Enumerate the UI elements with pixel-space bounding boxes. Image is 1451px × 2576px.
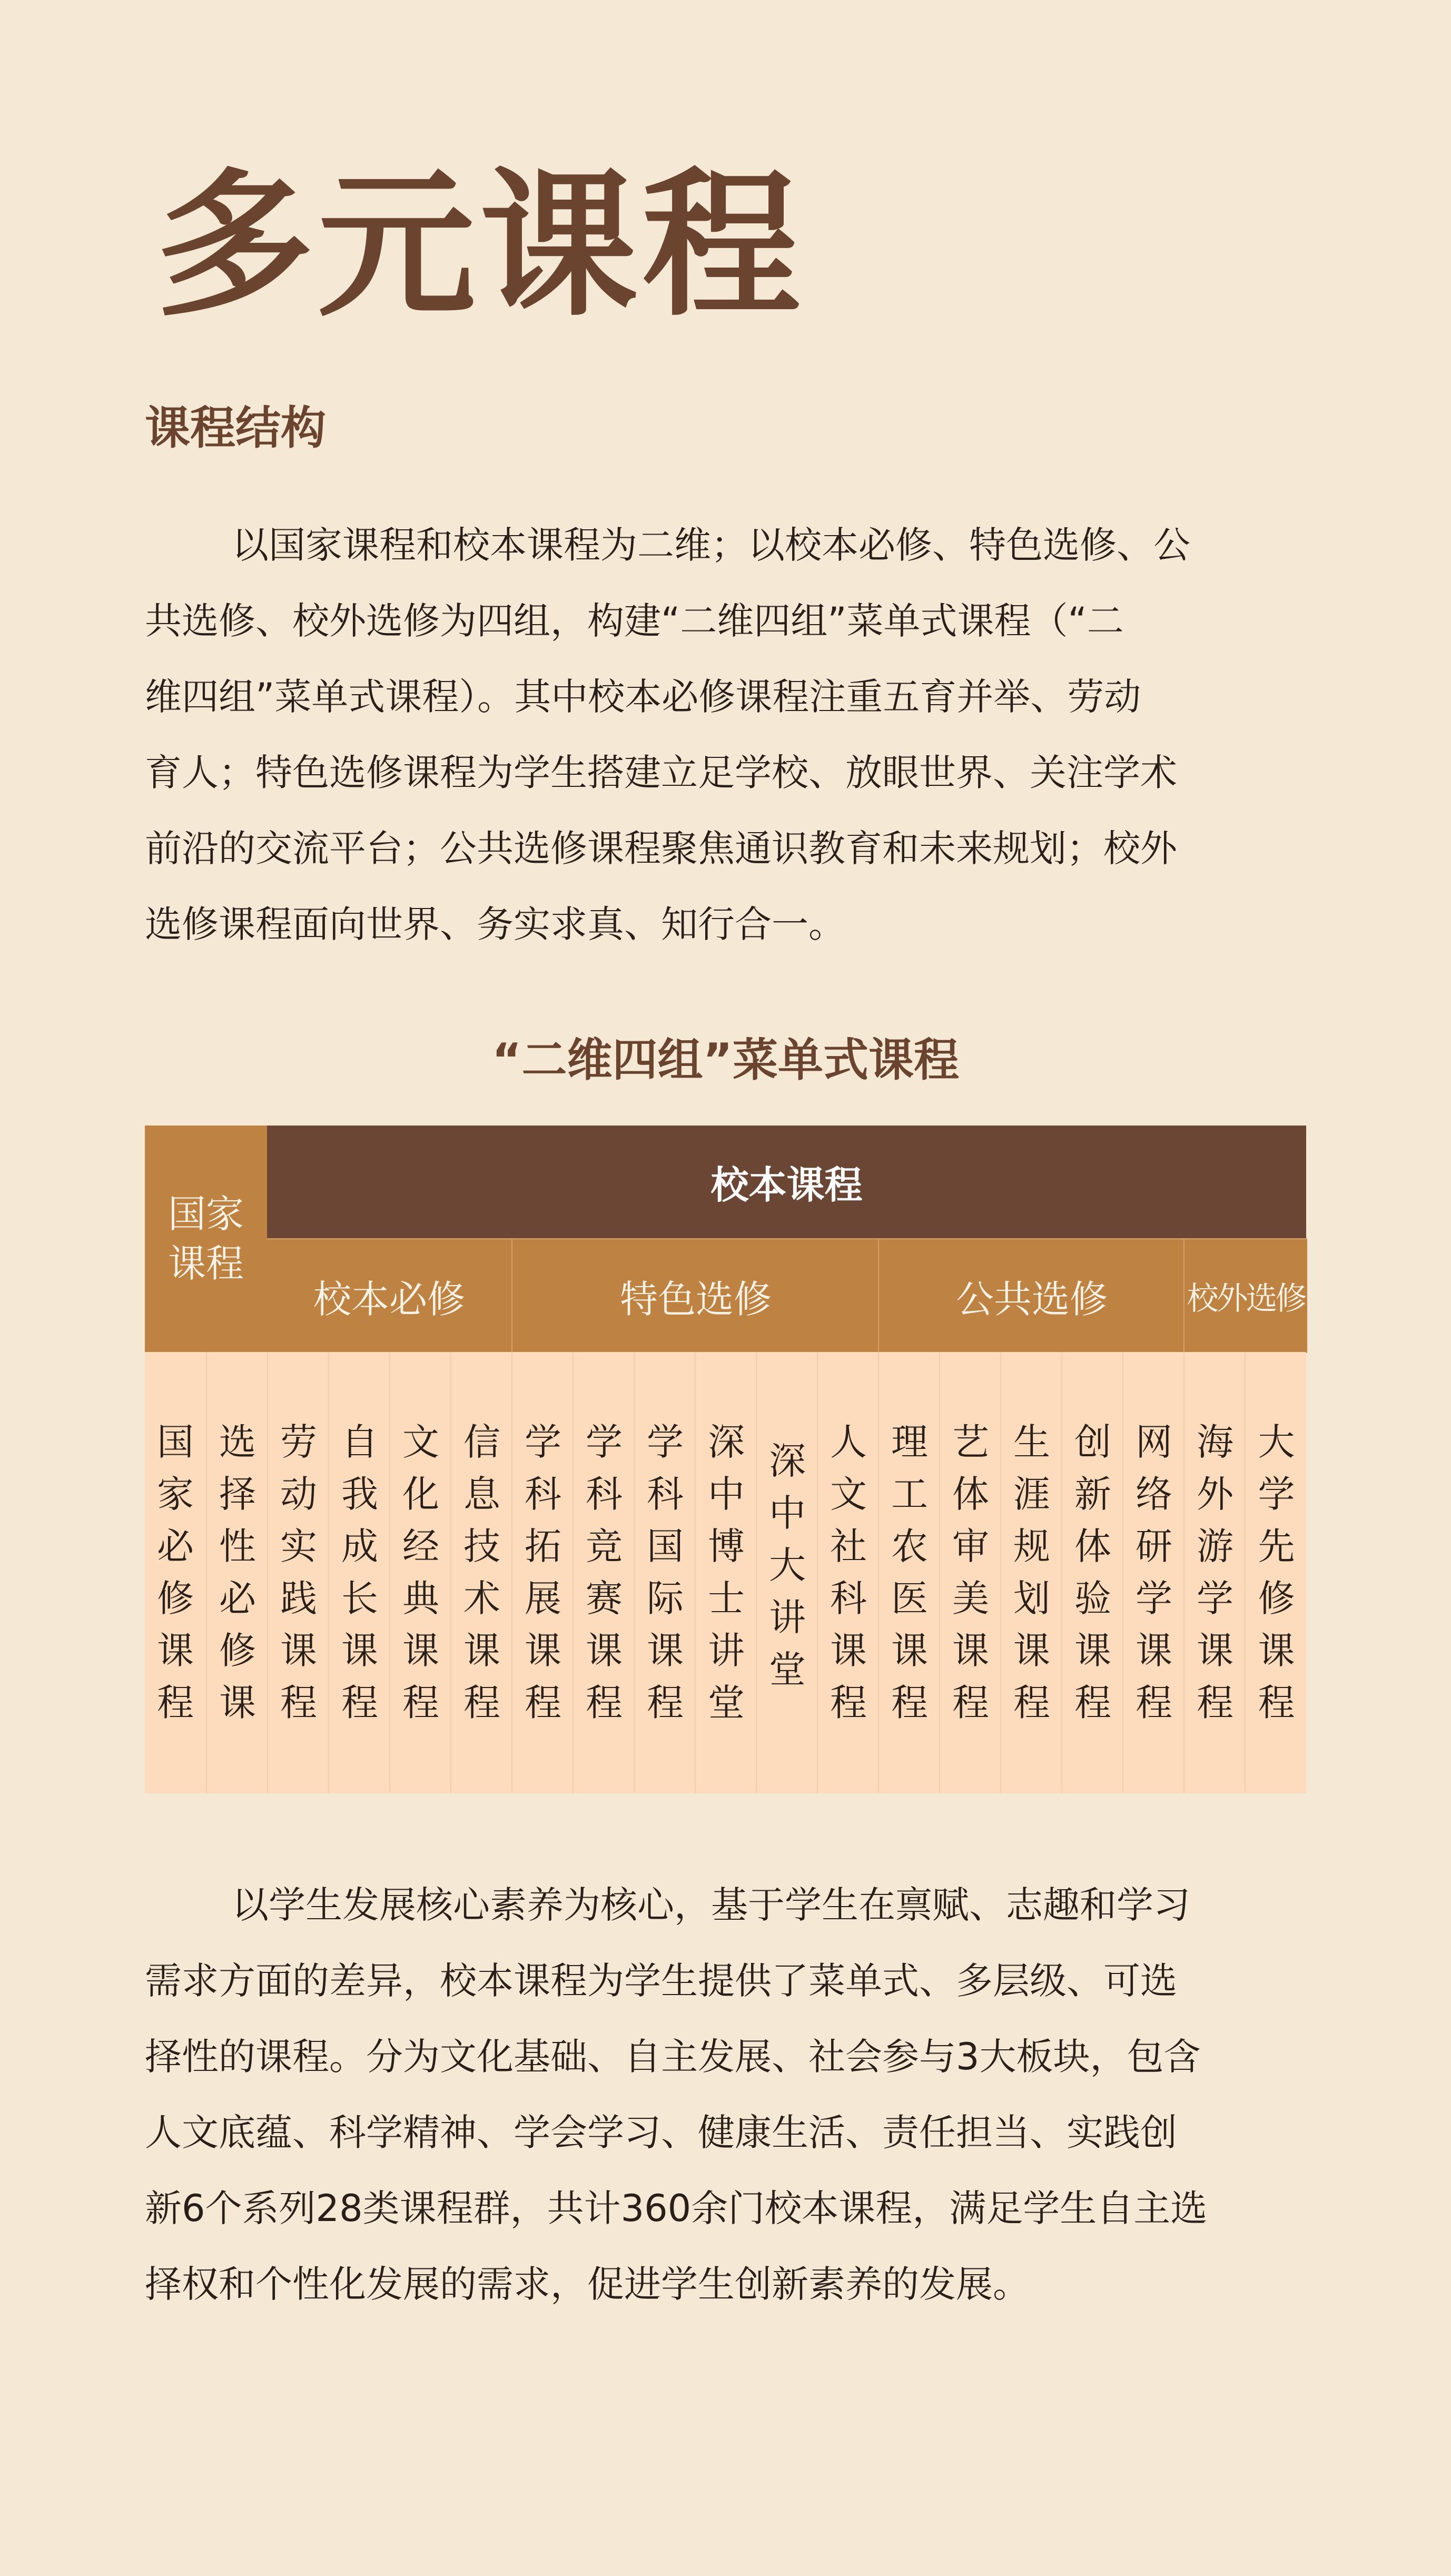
paragraph-line: 前沿的交流平台；公共选修课程聚焦通识教育和未来规划；校外: [145, 827, 1177, 870]
paragraph-line: 选修课程面向世界、务实求真、知行合一。: [145, 903, 845, 946]
paragraph-line: 新6个系列28类课程群，共计360余门校本课程，满足学生自主选: [145, 2187, 1208, 2230]
course-column: [145, 1352, 206, 1793]
detail-paragraph: [145, 1867, 1306, 2322]
course-name: 学科拓展课程: [525, 1420, 561, 1724]
table-caption: “二维四组”菜单式课程: [491, 1034, 960, 1087]
group-header-public: 公共选修: [878, 1238, 1185, 1353]
course-name: 人文社科课程: [830, 1420, 867, 1724]
school-curriculum-header: 校本课程: [267, 1126, 1306, 1238]
course-column: [1183, 1352, 1246, 1793]
course-column: [878, 1352, 940, 1793]
paragraph-line: 育人；特色选修课程为学生搭建立足学校、放眼世界、关注学术: [145, 751, 1177, 794]
course-name: 选择性必修课: [219, 1420, 256, 1724]
course-name: 劳动实践课程: [280, 1420, 317, 1724]
course-column: [511, 1352, 574, 1793]
paragraph-line: 以学生发展核心素养为核心，基于学生在禀赋、志趣和学习: [232, 1883, 1190, 1927]
course-name: 艺体审美课程: [952, 1420, 989, 1724]
course-name: 深中博士讲堂: [708, 1420, 745, 1724]
course-column: [328, 1352, 390, 1793]
course-column: [817, 1352, 879, 1793]
course-list: [145, 1352, 1306, 1793]
course-name: 文化经典课程: [402, 1420, 439, 1724]
course-name: 理工农医课程: [891, 1420, 928, 1724]
course-name: 创新体验课程: [1074, 1420, 1111, 1724]
course-name: 学科竞赛课程: [586, 1420, 623, 1724]
paragraph-line: 共选修、校外选修为四组，构建“二维四组”菜单式课程（“二: [145, 599, 1124, 643]
paragraph-line: 需求方面的差异，校本课程为学生提供了菜单式、多层级、可选: [145, 1959, 1177, 2002]
paragraph-line: 择性的课程。分为文化基础、自主发展、社会参与3大板块，包含: [145, 2035, 1201, 2078]
page-title: 多元课程: [155, 152, 804, 338]
course-name: 大学先修课程: [1258, 1420, 1295, 1724]
course-name: 信息技术课程: [463, 1420, 500, 1724]
national-curriculum-label: 国家课程: [167, 1192, 244, 1286]
group-header-featured: 特色选修: [511, 1238, 879, 1353]
course-name: 网络研学课程: [1136, 1420, 1172, 1724]
course-name: 海外游学课程: [1197, 1420, 1233, 1724]
course-column: [756, 1352, 818, 1793]
paragraph-line: 择权和个性化发展的需求，促进学生创新素养的发展。: [145, 2263, 1030, 2306]
course-column: [389, 1352, 451, 1793]
section-heading: 课程结构: [145, 402, 326, 455]
course-name: 生涯规划课程: [1013, 1420, 1050, 1724]
course-column: [450, 1352, 512, 1793]
intro-paragraph: [145, 507, 1306, 962]
group-header-external: 校外选修: [1183, 1238, 1307, 1353]
course-name: 深中大讲堂: [769, 1439, 806, 1691]
course-column: [634, 1352, 696, 1793]
course-column: [1000, 1352, 1062, 1793]
group-header-required: 校本必修: [267, 1238, 511, 1353]
paragraph-line: 以国家课程和校本课程为二维；以校本必修、特色选修、公: [232, 524, 1190, 567]
course-column: [206, 1352, 268, 1793]
course-column: [1245, 1352, 1307, 1793]
national-curriculum-header: [145, 1126, 267, 1352]
course-name: 自我成长课程: [341, 1420, 378, 1724]
course-menu-table: [145, 1126, 1306, 1793]
course-column: [267, 1352, 329, 1793]
course-name: 学科国际课程: [647, 1420, 684, 1724]
paragraph-line: 维四组”菜单式课程）。其中校本必修课程注重五育并举、劳动: [145, 675, 1141, 718]
course-column: [1061, 1352, 1123, 1793]
course-column: [572, 1352, 635, 1793]
course-name: 国家必修课程: [157, 1420, 194, 1724]
course-column: [695, 1352, 757, 1793]
course-column: [939, 1352, 1001, 1793]
paragraph-line: 人文底蕴、科学精神、学会学习、健康生活、责任担当、实践创: [145, 2111, 1177, 2154]
course-column: [1122, 1352, 1185, 1793]
